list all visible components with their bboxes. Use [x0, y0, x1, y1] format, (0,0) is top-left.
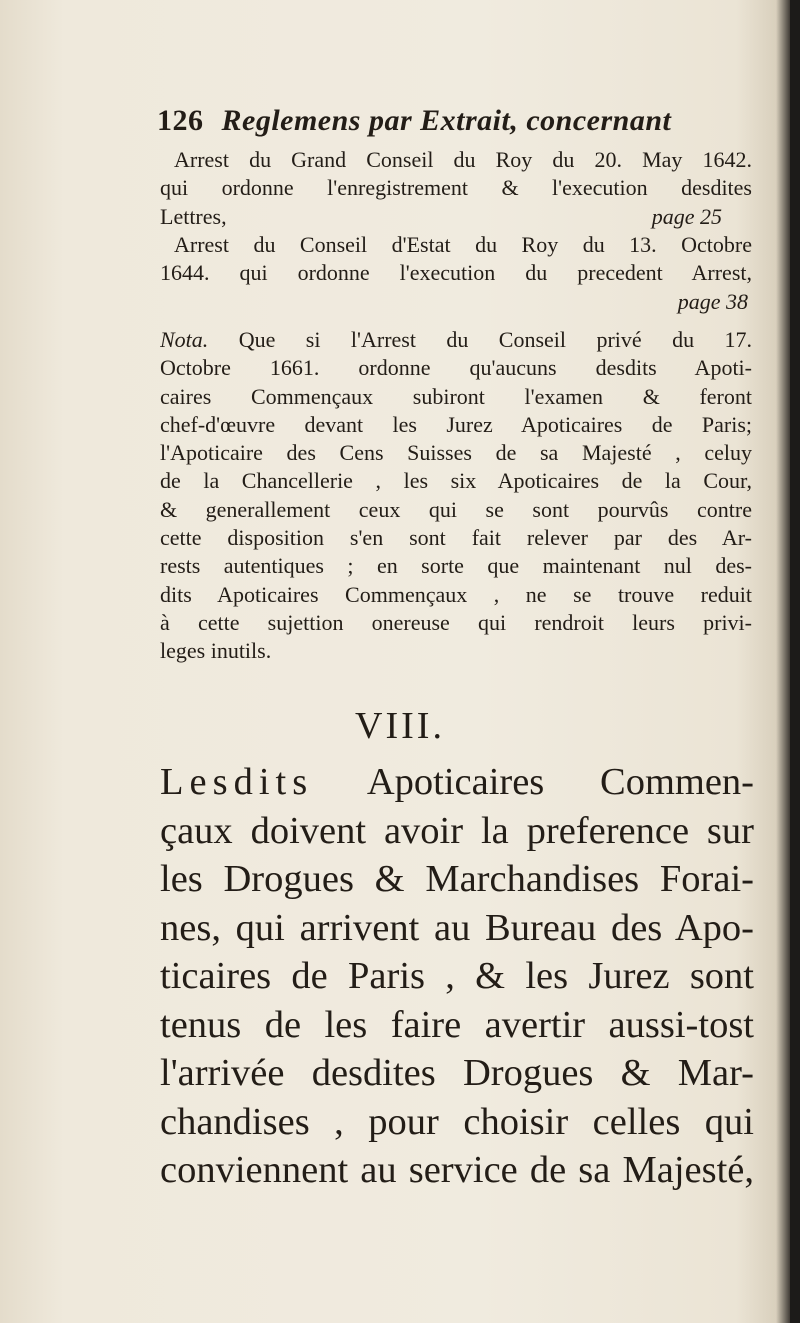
nota-label: Nota. — [160, 327, 209, 352]
article-line: conviennent au service de sa Majesté, — [160, 1149, 754, 1191]
nota-line: caires Commençaux subiront l'examen & feront — [160, 383, 752, 409]
entry-line: Arrest du Conseil d'Estat du Roy du 13. Octobre — [174, 232, 752, 257]
article-line: tenus de les faire avertir aussi-tost — [160, 1003, 754, 1046]
running-title: Reglemens par Extrait, concernant — [221, 104, 672, 137]
article-line: nes, qui arrivent au Bureau des Apo- — [160, 906, 754, 949]
nota-line: à cette sujettion onereuse qui rendroit leurs privi- — [160, 609, 752, 635]
nota-line: Octobre 1661. ordonne qu'aucuns desdits Apoti- — [160, 355, 752, 381]
nota-line: rests autentiques ; en sorte que maintenant nul des- — [160, 553, 752, 579]
entry-arrest-grand-conseil — [160, 146, 752, 231]
entry-arrest-conseil-estat — [160, 231, 752, 316]
page-edge-shadow — [790, 0, 800, 1323]
entry-line: Arrest du Grand Conseil du Roy du 20. May 1642. — [174, 147, 752, 172]
nota-paragraph — [160, 326, 752, 666]
nota-line: & generallement ceux qui se sont pourvûs contre — [160, 496, 752, 522]
entry-line-text: Lettres, — [160, 203, 227, 229]
article-line-text: Apoticaires Commen- — [313, 761, 754, 803]
article-line: ticaires de Paris , & les Jurez sont — [160, 955, 754, 997]
nota-line: de la Chancellerie , les six Apoticaires de la Cour, — [160, 468, 752, 494]
nota-line: cette disposition s'en sont fait relever par des Ar- — [160, 525, 752, 551]
nota-line-text: Que si l'Arrest du Conseil privé du 17. — [238, 327, 752, 352]
section-heading: VIII. — [355, 705, 445, 747]
entry-line — [160, 203, 752, 231]
nota-line: chef-d'œuvre devant les Jurez Apoticaires de Paris; — [160, 411, 752, 437]
entry-line: 1644. qui ordonne l'execution du precedent Arrest, — [160, 260, 752, 286]
article-line: chandises , pour choisir celles qui — [160, 1100, 754, 1143]
entry-line: qui ordonne l'enregistrement & l'execution desdites — [160, 175, 752, 201]
article-line: çaux doivent avoir la preference sur — [160, 809, 754, 852]
article-body — [160, 758, 754, 1195]
article-line — [160, 758, 754, 807]
nota-line — [160, 326, 752, 354]
running-header — [157, 104, 757, 144]
article-line: les Drogues & Marchandises Forai- — [160, 858, 754, 900]
page-reference: page 25 — [651, 203, 722, 229]
nota-line: l'Apoticaire des Cens Suisses de sa Majesté , celuy — [160, 440, 752, 466]
nota-line: leges inutils. — [160, 638, 272, 664]
nota-line: dits Apoticaires Commençaux , ne se trouve reduit — [160, 581, 752, 607]
page-number: 126 — [157, 104, 204, 137]
article-line: l'arrivée desdites Drogues & Mar- — [160, 1052, 754, 1094]
page-reference: page 38 — [677, 288, 748, 314]
article-dropcap-word: Lesdits — [160, 761, 314, 803]
